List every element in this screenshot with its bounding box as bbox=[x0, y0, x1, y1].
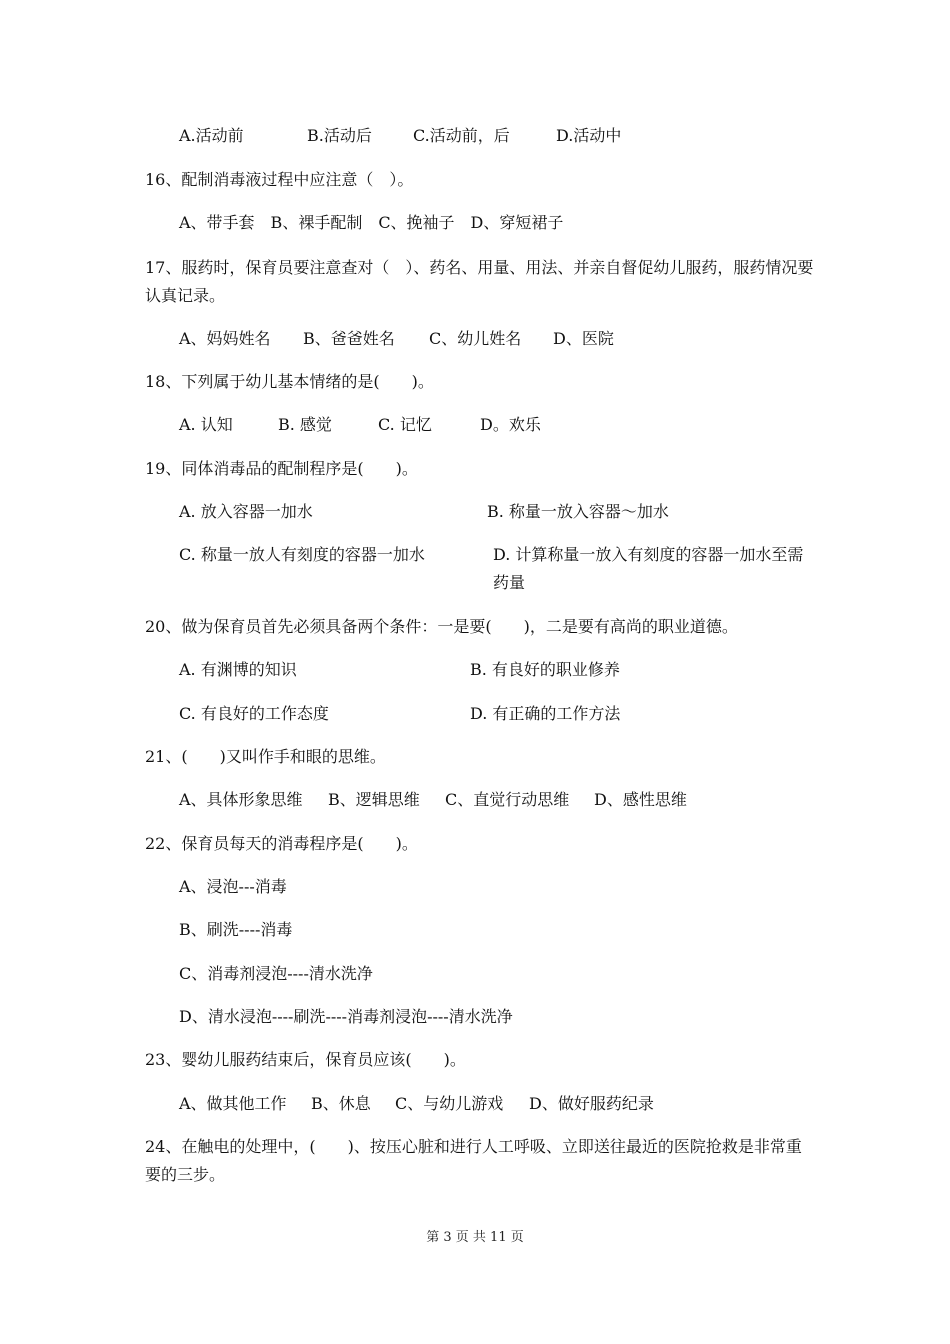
q24-stem: 24、在触电的处理中，( )、按压心脏和进行人工呼吸、立即送往最近的医院抢救是非常重要的三步。 bbox=[145, 1137, 802, 1184]
q22-option-b: B、刷洗----消毒 bbox=[179, 920, 293, 939]
q23-option-a: A、做其他工作 bbox=[179, 1094, 287, 1113]
q20-option-a: A. 有渊博的知识 bbox=[179, 660, 297, 679]
q18-stem: 18、下列属于幼儿基本情绪的是( )。 bbox=[145, 372, 434, 391]
q23-option-b: B、休息 bbox=[311, 1094, 371, 1113]
q19-option-d bbox=[493, 541, 815, 597]
q20-option-c: C. 有良好的工作态度 bbox=[179, 704, 329, 723]
q20-option-b: B. 有良好的职业修养 bbox=[470, 660, 620, 679]
q22-option-a: A、浸泡---消毒 bbox=[179, 877, 287, 896]
q22-option-c: C、消毒剂浸泡----清水洗净 bbox=[179, 964, 373, 983]
q21-option-d: D、感性思维 bbox=[594, 790, 687, 809]
q17-option-c: C、幼儿姓名 bbox=[429, 329, 522, 348]
q19-option-d-text: D. 计算称量一放入有刻度的容器一加水至需药量 bbox=[493, 545, 804, 592]
q19-option-b: B. 称量一放入容器～加水 bbox=[487, 502, 669, 521]
page-footer: 第 3 页 共 11 页 bbox=[426, 1230, 524, 1245]
q20-stem: 20、做为保育员首先必须具备两个条件：一是要( )，二是要有高尚的职业道德。 bbox=[145, 617, 738, 636]
q17-option-d: D、医院 bbox=[553, 329, 614, 348]
q16-options-text: A、带手套 B、裸手配制 C、挽袖子 D、穿短裙子 bbox=[179, 213, 564, 232]
q21-stem: 21、( )又叫作手和眼的思维。 bbox=[145, 747, 386, 766]
q16-stem: 16、配制消毒液过程中应注意（ ）。 bbox=[145, 170, 414, 189]
q23-option-d: D、做好服药纪录 bbox=[529, 1094, 654, 1113]
q21-option-c: C、直觉行动思维 bbox=[445, 790, 570, 809]
q15-option-b: B.活动后 bbox=[307, 126, 372, 145]
q15-option-d: D.活动中 bbox=[556, 126, 622, 145]
q18-option-b: B. 感觉 bbox=[278, 415, 332, 434]
q19-options-cd bbox=[145, 541, 815, 597]
q23-option-c: C、与幼儿游戏 bbox=[395, 1094, 504, 1113]
q19-stem: 19、同体消毒品的配制程序是( )。 bbox=[145, 459, 418, 478]
q15-option-c: C.活动前，后 bbox=[413, 126, 510, 145]
q23-stem: 23、婴幼儿服药结束后，保育员应该( )。 bbox=[145, 1050, 466, 1069]
q21-option-b: B、逻辑思维 bbox=[328, 790, 420, 809]
q21-option-a: A、具体形象思维 bbox=[179, 790, 303, 809]
q22-option-d: D、清水浸泡----刷洗----消毒剂浸泡----清水洗净 bbox=[179, 1007, 513, 1026]
q19-option-c: C. 称量一放人有刻度的容器一加水 bbox=[179, 545, 425, 564]
q17-option-a: A、妈妈姓名 bbox=[179, 329, 271, 348]
q18-option-c: C. 记忆 bbox=[378, 415, 432, 434]
q17-stem: 17、服药时，保育员要注意查对（ ）、药名、用量、用法、并亲自督促幼儿服药，服药情况要认真记录。 bbox=[145, 258, 814, 305]
q19-option-a: A. 放入容器一加水 bbox=[179, 502, 313, 521]
q22-stem: 22、保育员每天的消毒程序是( )。 bbox=[145, 834, 418, 853]
q18-option-d: D。欢乐 bbox=[480, 415, 541, 434]
q18-option-a: A. 认知 bbox=[179, 415, 233, 434]
q17-option-b: B、爸爸姓名 bbox=[303, 329, 395, 348]
q15-option-a: A.活动前 bbox=[179, 126, 244, 145]
q20-option-d: D. 有正确的工作方法 bbox=[470, 704, 621, 723]
